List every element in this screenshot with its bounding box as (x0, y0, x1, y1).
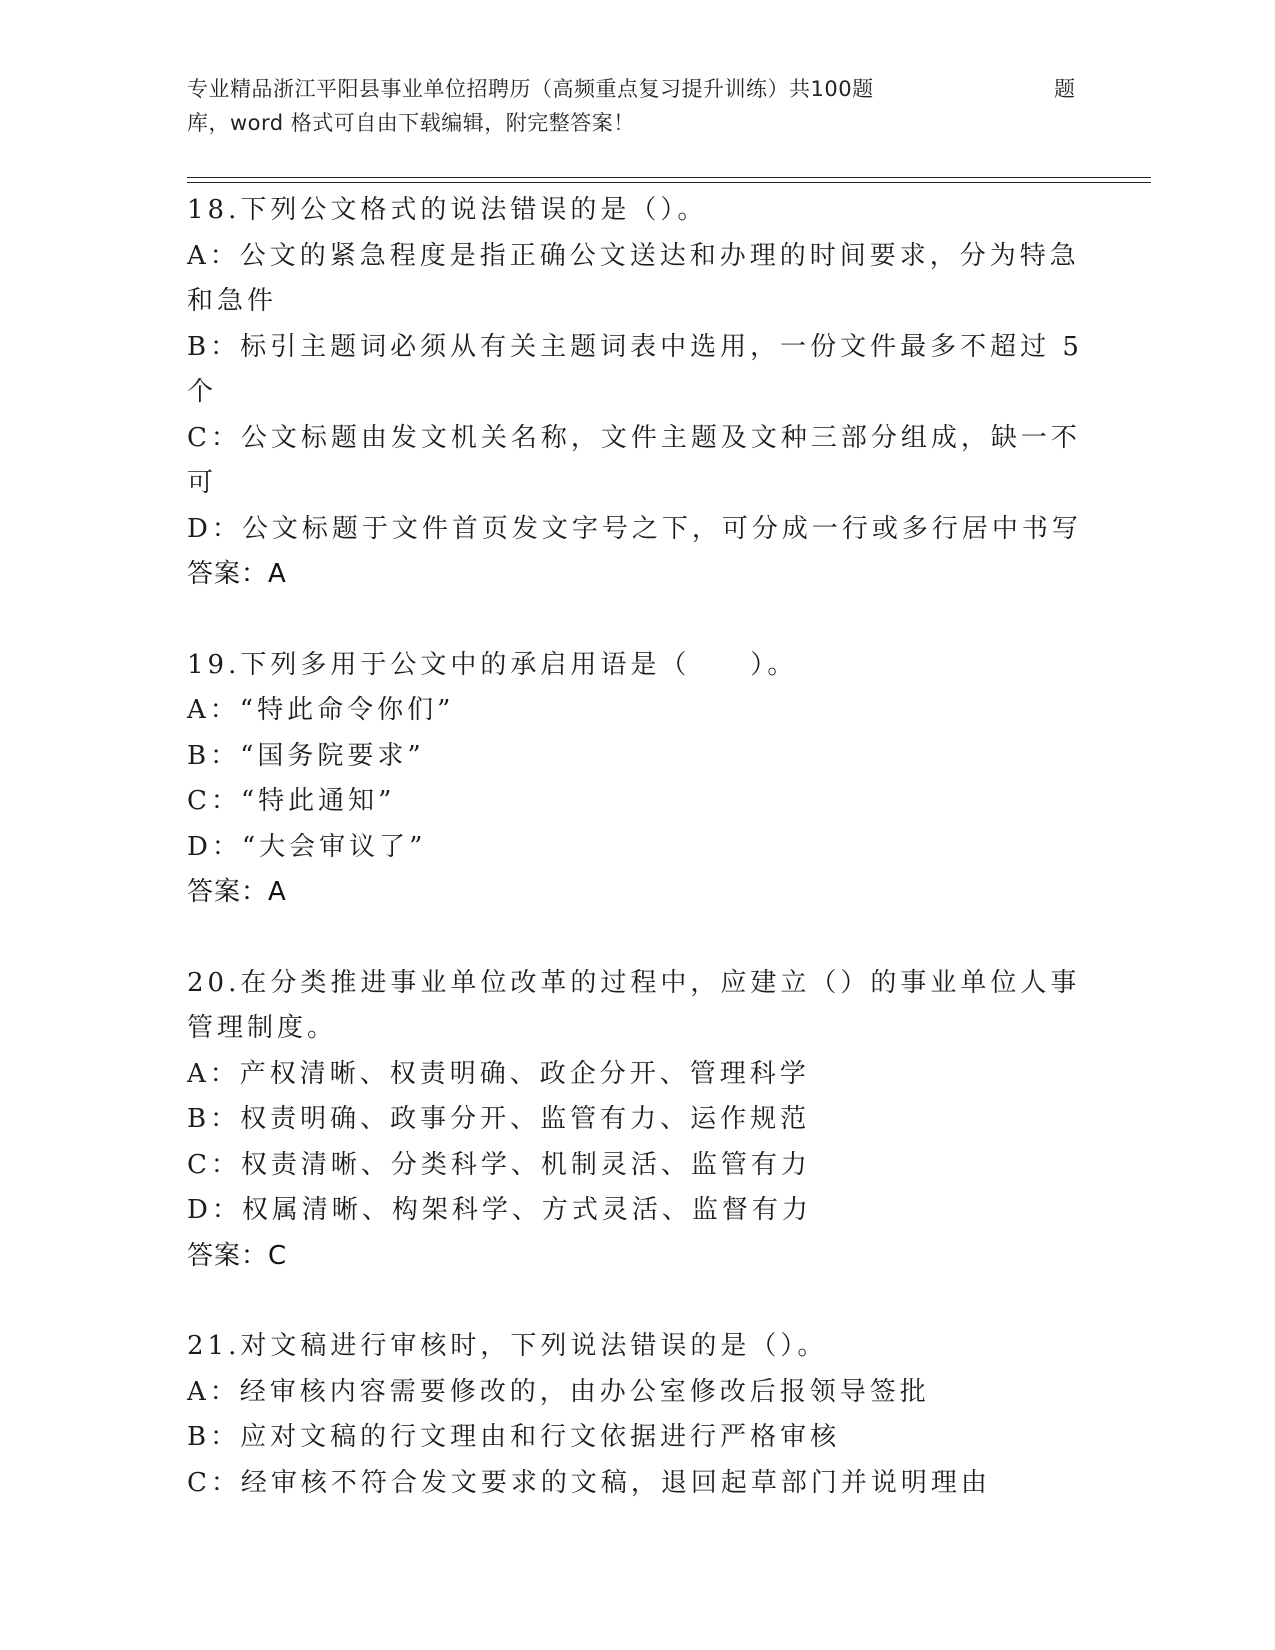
answer-line: 答案：A (187, 877, 287, 907)
header-rule-thick (187, 177, 1151, 178)
question-21 (187, 1324, 1087, 1506)
option-d: D：公文标题于文件首页发文字号之下，可分成一行或多行居中书写 (187, 513, 1082, 544)
answer-line: 答案：C (187, 1240, 288, 1271)
option-c: C：“特此通知” (187, 786, 396, 816)
document-header (187, 72, 1087, 140)
answer-line: 答案：A (187, 559, 287, 589)
option-b: B：权责明确、政事分开、监管有力、运作规范 (187, 1104, 811, 1134)
question-19 (187, 643, 1087, 916)
question-stem: 21.对文稿进行审核时，下列说法错误的是（）。 (187, 1331, 828, 1361)
question-stem: 19.下列多用于公文中的承启用语是（ ）。 (187, 649, 798, 680)
option-a: A：经审核内容需要修改的，由办公室修改后报领导签批 (187, 1376, 930, 1407)
option-d: D：“大会审议了” (187, 831, 427, 862)
question-stem: 18.下列公文格式的说法错误的是（）。 (187, 195, 708, 225)
option-b: B：“国务院要求” (187, 740, 425, 771)
question-list (187, 188, 1087, 1551)
option-a: A：“特此命令你们” (187, 695, 455, 725)
option-c: C：权责清晰、分类科学、机制灵活、监管有力 (187, 1149, 811, 1180)
question-20 (187, 961, 1087, 1280)
header-line-2: 库，word 格式可自由下载编辑，附完整答案！ (187, 111, 635, 135)
option-c: C：公文标题由发文机关名称，文件主题及文种三部分组成，缺一不可 (187, 422, 1081, 498)
option-c: C：经审核不符合发文要求的文稿，退回起草部门并说明理由 (187, 1467, 991, 1498)
header-title: 专业精品浙江平阳县事业单位招聘历（高频重点复习提升训练）共100题 (187, 77, 874, 101)
header-title-tail: 题 (1054, 77, 1076, 101)
question-18 (187, 188, 1087, 598)
option-d: D：权属清晰、构架科学、方式灵活、监督有力 (187, 1195, 812, 1225)
option-b: B：标引主题词必须从有关主题词表中选用，一份文件最多不超过 5 个 (187, 331, 1083, 407)
question-stem: 20.在分类推进事业单位改革的过程中，应建立（）的事业单位人事管理制度。 (187, 967, 1081, 1043)
option-a: A：产权清晰、权责明确、政企分开、管理科学 (187, 1058, 810, 1089)
option-b: B：应对文稿的行文理由和行文依据进行严格审核 (187, 1422, 841, 1452)
header-rule-thin (187, 182, 1151, 183)
option-a: A：公文的紧急程度是指正确公文送达和办理的时间要求，分为特急和急件 (187, 240, 1080, 316)
header-line-1 (187, 72, 1087, 106)
